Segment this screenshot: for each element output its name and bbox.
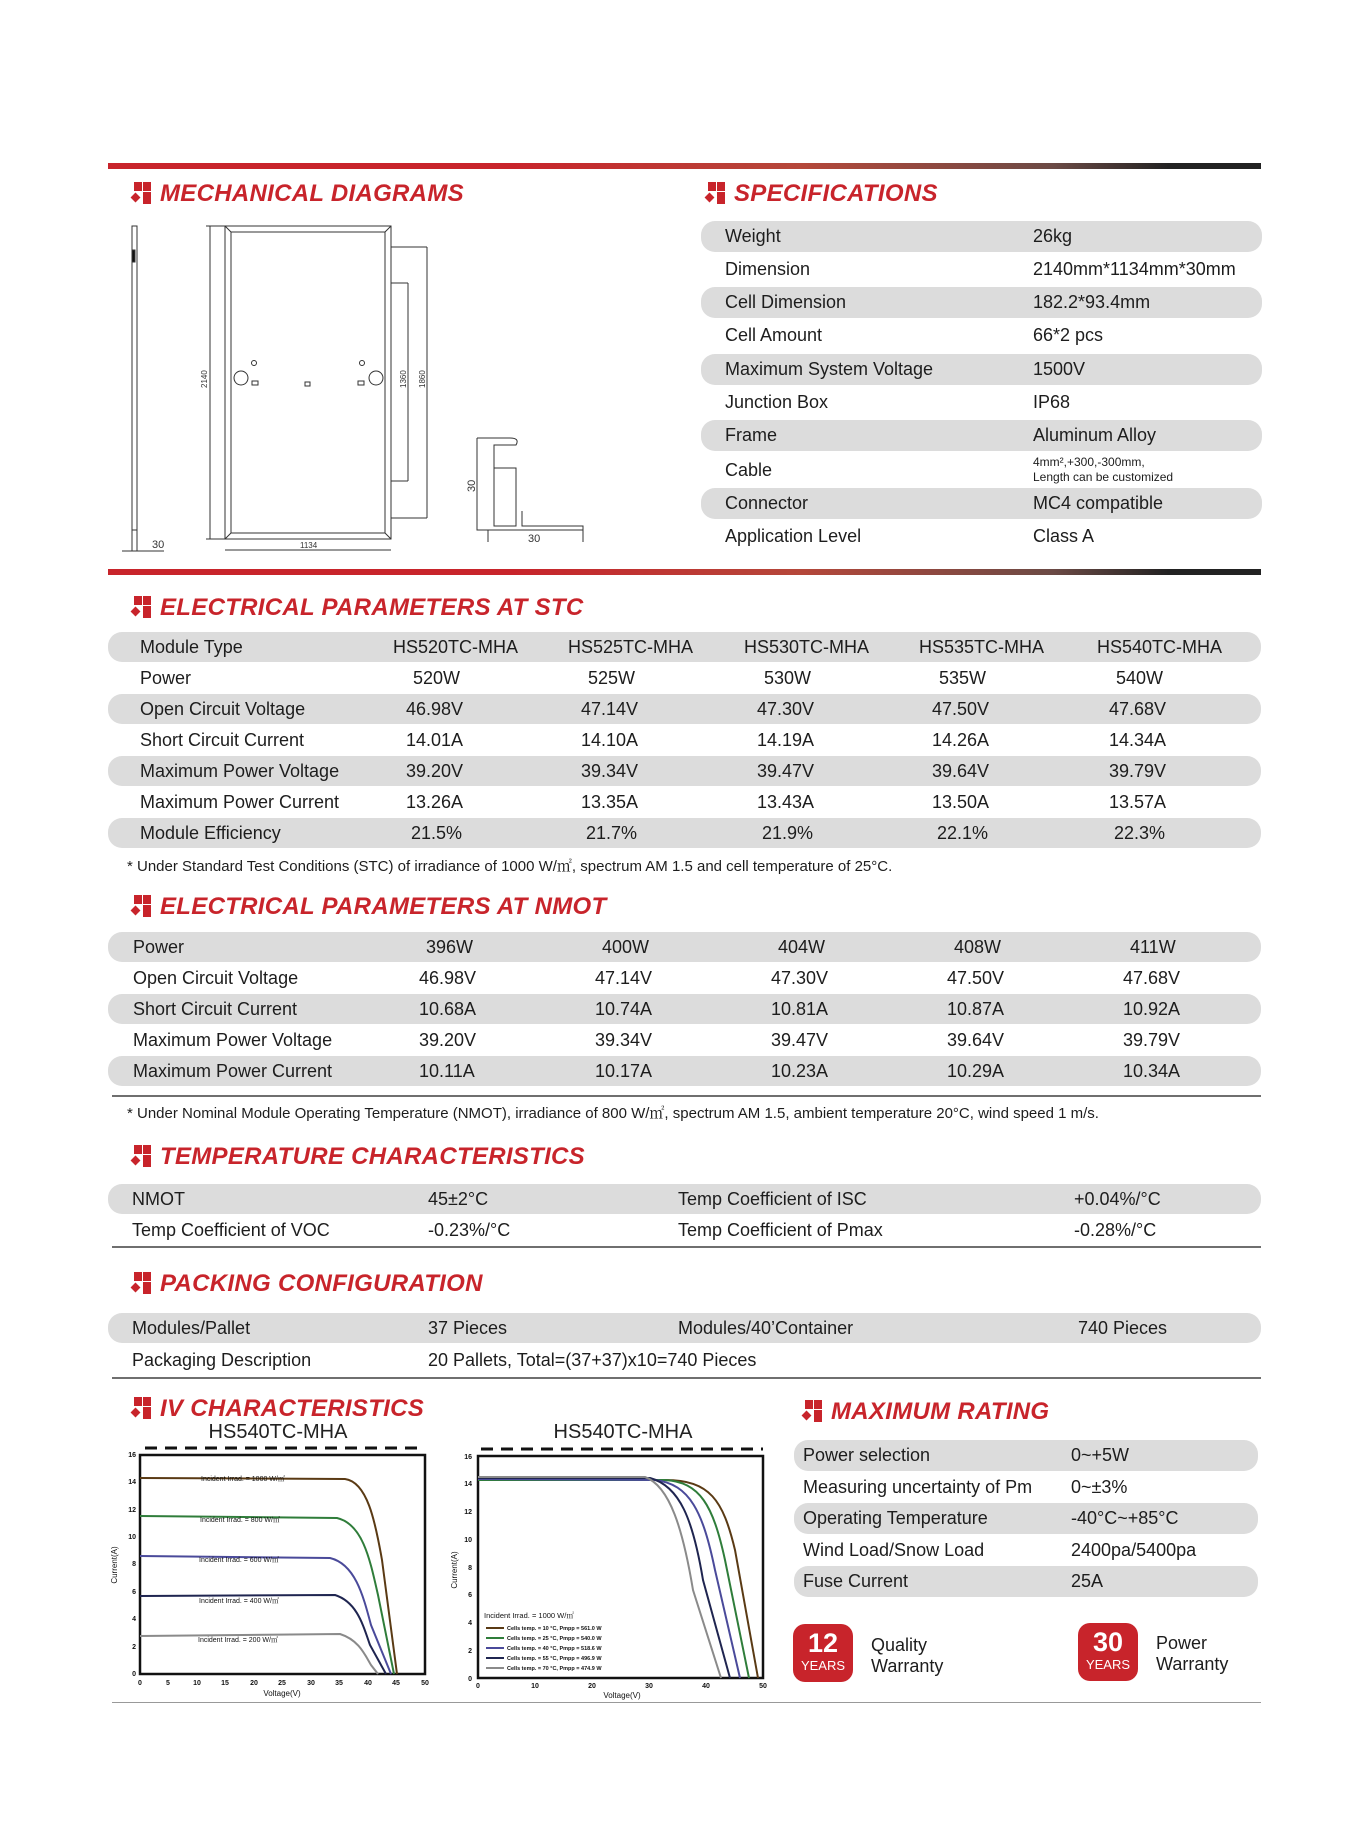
max-rating-heading: MAXIMUM RATING bbox=[799, 1398, 1049, 1426]
svg-text:45: 45 bbox=[392, 1680, 400, 1687]
svg-text:30: 30 bbox=[645, 1683, 653, 1690]
svg-text:8: 8 bbox=[132, 1561, 136, 1568]
table-row: Module Type HS520TC-MHA HS525TC-MHA HS530TC-MHA HS535TC-MHA HS540TC-MHA bbox=[108, 632, 1261, 662]
table-row: Maximum Power Current 13.26A 13.35A 13.43A 13.50A 13.57A bbox=[140, 791, 1167, 812]
svg-text:4: 4 bbox=[468, 1620, 472, 1627]
table-row: Maximum Power Current 10.11A 10.17A 10.23A 10.29A 10.34A bbox=[108, 1056, 1261, 1086]
spec-row: Maximum System Voltage 1500V bbox=[701, 354, 1262, 385]
svg-text:40: 40 bbox=[702, 1683, 710, 1690]
table-row: Short Circuit Current 10.68A 10.74A 10.81A 10.87A 10.92A bbox=[108, 994, 1261, 1024]
svg-text:Current(A): Current(A) bbox=[110, 1546, 119, 1584]
svg-text:16: 16 bbox=[464, 1454, 472, 1461]
svg-text:2: 2 bbox=[132, 1644, 136, 1651]
svg-text:30: 30 bbox=[528, 533, 541, 545]
power-warranty-badge: 30 YEARS bbox=[1078, 1623, 1138, 1681]
svg-text:Cells temp. = 40 °C, Pmpp = 5: Cells temp. = 40 °C, Pmpp = 518.6 W bbox=[507, 1646, 602, 1652]
svg-text:5: 5 bbox=[166, 1680, 170, 1687]
svg-text:35: 35 bbox=[335, 1680, 343, 1687]
svg-text:Cells temp. = 10 °C, Pmpp = 5: Cells temp. = 10 °C, Pmpp = 561.0 W bbox=[507, 1626, 602, 1632]
spec-row: Dimension 2140mm*1134mm*30mm bbox=[725, 259, 1236, 279]
mechanical-diagram bbox=[110, 210, 600, 560]
svg-text:HS540TC-MHA: HS540TC-MHA bbox=[553, 1421, 693, 1443]
svg-text:14: 14 bbox=[464, 1481, 472, 1488]
rating-row: Power selection 0~+5W bbox=[794, 1440, 1258, 1471]
svg-text:0: 0 bbox=[132, 1671, 136, 1678]
nmot-heading: ELECTRICAL PARAMETERS AT NMOT bbox=[128, 893, 606, 921]
table-row: Modules/Pallet 37 Pieces Modules/40’Container 740 Pieces bbox=[108, 1313, 1261, 1343]
packing-heading: PACKING CONFIGURATION bbox=[128, 1270, 483, 1298]
svg-text:Incident Irrad. = 400 W/㎡: Incident Irrad. = 400 W/㎡ bbox=[199, 1598, 279, 1605]
svg-text:10: 10 bbox=[128, 1534, 136, 1541]
svg-text:8: 8 bbox=[468, 1565, 472, 1572]
brand-logo-icon bbox=[128, 1397, 152, 1421]
iv-chart-temperature bbox=[445, 1420, 775, 1703]
svg-text:1860: 1860 bbox=[418, 370, 427, 388]
iv-heading: IV CHARACTERISTICS bbox=[128, 1395, 424, 1423]
brand-logo-icon bbox=[128, 182, 152, 206]
svg-text:Incident Irrad. = 200 W/㎡: Incident Irrad. = 200 W/㎡ bbox=[198, 1637, 278, 1644]
spec-row: Frame Aluminum Alloy bbox=[701, 420, 1262, 451]
svg-text:20: 20 bbox=[250, 1680, 258, 1687]
svg-text:Voltage(V): Voltage(V) bbox=[603, 1691, 641, 1700]
svg-text:4: 4 bbox=[132, 1616, 136, 1623]
divider bbox=[112, 1095, 1261, 1097]
stc-footnote: * Under Standard Test Conditions (STC) of irradiance of 1000 W/㎡, spectrum AM 1.5 and cell temperature of 25°C. bbox=[127, 858, 893, 875]
svg-text:6: 6 bbox=[468, 1592, 472, 1599]
spec-row: Junction Box IP68 bbox=[725, 392, 1071, 412]
svg-text:0: 0 bbox=[468, 1676, 472, 1683]
spec-row: Cell Amount 66*2 pcs bbox=[725, 325, 1104, 345]
table-row: Open Circuit Voltage 46.98V 47.14V 47.30V 47.50V 47.68V bbox=[108, 694, 1261, 724]
rating-row: Fuse Current 25A bbox=[794, 1566, 1258, 1597]
temperature-heading: TEMPERATURE CHARACTERISTICS bbox=[128, 1143, 585, 1171]
brand-logo-icon bbox=[128, 1145, 152, 1169]
svg-text:10: 10 bbox=[464, 1537, 472, 1544]
spec-row: Connector MC4 compatible bbox=[701, 488, 1262, 519]
svg-text:Voltage(V): Voltage(V) bbox=[263, 1689, 301, 1698]
svg-text:10: 10 bbox=[531, 1683, 539, 1690]
stc-heading: ELECTRICAL PARAMETERS AT STC bbox=[128, 594, 584, 622]
table-row: Module Efficiency 21.5% 21.7% 21.9% 22.1% 22.3% bbox=[108, 818, 1261, 848]
spec-row: Cable 4mm²,+300,-300mm, Length can be customized bbox=[725, 455, 1174, 484]
svg-text:0: 0 bbox=[476, 1683, 480, 1690]
rating-row: Measuring uncertainty of Pm 0~±3% bbox=[803, 1477, 1128, 1497]
svg-text:2140: 2140 bbox=[200, 370, 209, 388]
power-warranty-label: Power Warranty bbox=[1156, 1633, 1229, 1674]
svg-text:50: 50 bbox=[759, 1683, 767, 1690]
table-row: Short Circuit Current 14.01A 14.10A 14.19A 14.26A 14.34A bbox=[140, 729, 1167, 750]
svg-text:Cells temp. = 25 °C, Pmpp = 5: Cells temp. = 25 °C, Pmpp = 540.0 W bbox=[507, 1636, 602, 1642]
svg-text:25: 25 bbox=[278, 1680, 286, 1687]
svg-text:30: 30 bbox=[307, 1680, 315, 1687]
table-row: Temp Coefficient of VOC -0.23%/°C Temp Coefficient of Pmax -0.28%/°C bbox=[132, 1219, 1157, 1240]
brand-logo-icon bbox=[128, 596, 152, 620]
svg-text:Current(A): Current(A) bbox=[450, 1551, 459, 1589]
table-row: Maximum Power Voltage 39.20V 39.34V 39.47V 39.64V 39.79V bbox=[108, 756, 1261, 786]
svg-text:1360: 1360 bbox=[399, 370, 408, 388]
svg-text:10: 10 bbox=[193, 1680, 201, 1687]
svg-text:20: 20 bbox=[588, 1683, 596, 1690]
svg-text:HS540TC-MHA: HS540TC-MHA bbox=[208, 1421, 348, 1443]
svg-text:Incident Irrad. = 1000 W/㎡: Incident Irrad. = 1000 W/㎡ bbox=[484, 1611, 574, 1620]
svg-text:50: 50 bbox=[421, 1680, 429, 1687]
brand-logo-icon bbox=[128, 895, 152, 919]
svg-text:6: 6 bbox=[132, 1589, 136, 1596]
svg-text:14: 14 bbox=[128, 1479, 136, 1486]
table-row: Power 520W 525W 530W 535W 540W bbox=[140, 667, 1164, 688]
svg-text:Incident Irrad. = 800 W/㎡: Incident Irrad. = 800 W/㎡ bbox=[200, 1517, 280, 1524]
svg-text:30: 30 bbox=[152, 539, 165, 551]
spec-row: Application Level Class A bbox=[725, 526, 1095, 546]
table-row: Power 396W 400W 404W 408W 411W bbox=[108, 932, 1261, 962]
table-row: Open Circuit Voltage 46.98V 47.14V 47.30V 47.50V 47.68V bbox=[133, 967, 1181, 988]
svg-text:Cells temp. = 70 °C, Pmpp = 4: Cells temp. = 70 °C, Pmpp = 474.9 W bbox=[507, 1666, 602, 1672]
svg-text:16: 16 bbox=[128, 1452, 136, 1459]
svg-text:1134: 1134 bbox=[300, 541, 318, 550]
divider bbox=[112, 1377, 1261, 1379]
brand-logo-icon bbox=[128, 1272, 152, 1296]
nmot-footnote: * Under Nominal Module Operating Temperature (NMOT), irradiance of 800 W/㎡, spectrum AM 1.5, ambient temperature 20°C, wind speed 1 m/s. bbox=[127, 1105, 1099, 1122]
spec-row: Cell Dimension 182.2*93.4mm bbox=[701, 287, 1262, 318]
table-row: Packaging Description 20 Pallets, Total=(37+37)x10=740 Pieces bbox=[132, 1349, 757, 1370]
svg-text:Incident Irrad. = 600 W/㎡: Incident Irrad. = 600 W/㎡ bbox=[199, 1557, 279, 1564]
svg-text:2: 2 bbox=[468, 1648, 472, 1655]
svg-text:40: 40 bbox=[364, 1680, 372, 1687]
svg-text:Incident Irrad. = 1000 W/㎡: Incident Irrad. = 1000 W/㎡ bbox=[201, 1476, 285, 1483]
top-divider-bar bbox=[108, 163, 1261, 169]
svg-text:0: 0 bbox=[138, 1680, 142, 1687]
brand-logo-icon bbox=[702, 182, 726, 206]
mechanical-diagrams-heading: MECHANICAL DIAGRAMS bbox=[128, 180, 464, 208]
spec-row: Weight 26kg bbox=[701, 221, 1262, 252]
svg-text:30: 30 bbox=[466, 479, 478, 492]
specifications-heading: SPECIFICATIONS bbox=[702, 180, 938, 208]
rating-row: Operating Temperature -40°C~+85°C bbox=[794, 1503, 1258, 1534]
svg-text:12: 12 bbox=[128, 1507, 136, 1514]
divider bbox=[112, 1702, 1261, 1703]
quality-warranty-label: Quality Warranty bbox=[871, 1635, 944, 1676]
svg-text:12: 12 bbox=[464, 1509, 472, 1516]
rating-row: Wind Load/Snow Load 2400pa/5400pa bbox=[803, 1540, 1197, 1560]
table-row: NMOT 45±2°C Temp Coefficient of ISC +0.04%/°C bbox=[108, 1184, 1261, 1214]
svg-text:Cells temp. = 55 °C, Pmpp = 4: Cells temp. = 55 °C, Pmpp = 496.9 W bbox=[507, 1656, 602, 1662]
svg-text:15: 15 bbox=[221, 1680, 229, 1687]
divider bbox=[112, 1246, 1261, 1248]
iv-chart-irradiance bbox=[105, 1420, 435, 1703]
middle-divider-bar bbox=[108, 569, 1261, 575]
quality-warranty-badge: 12 YEARS bbox=[793, 1624, 853, 1682]
brand-logo-icon bbox=[799, 1400, 823, 1424]
table-row: Maximum Power Voltage 39.20V 39.34V 39.47V 39.64V 39.79V bbox=[133, 1029, 1181, 1050]
